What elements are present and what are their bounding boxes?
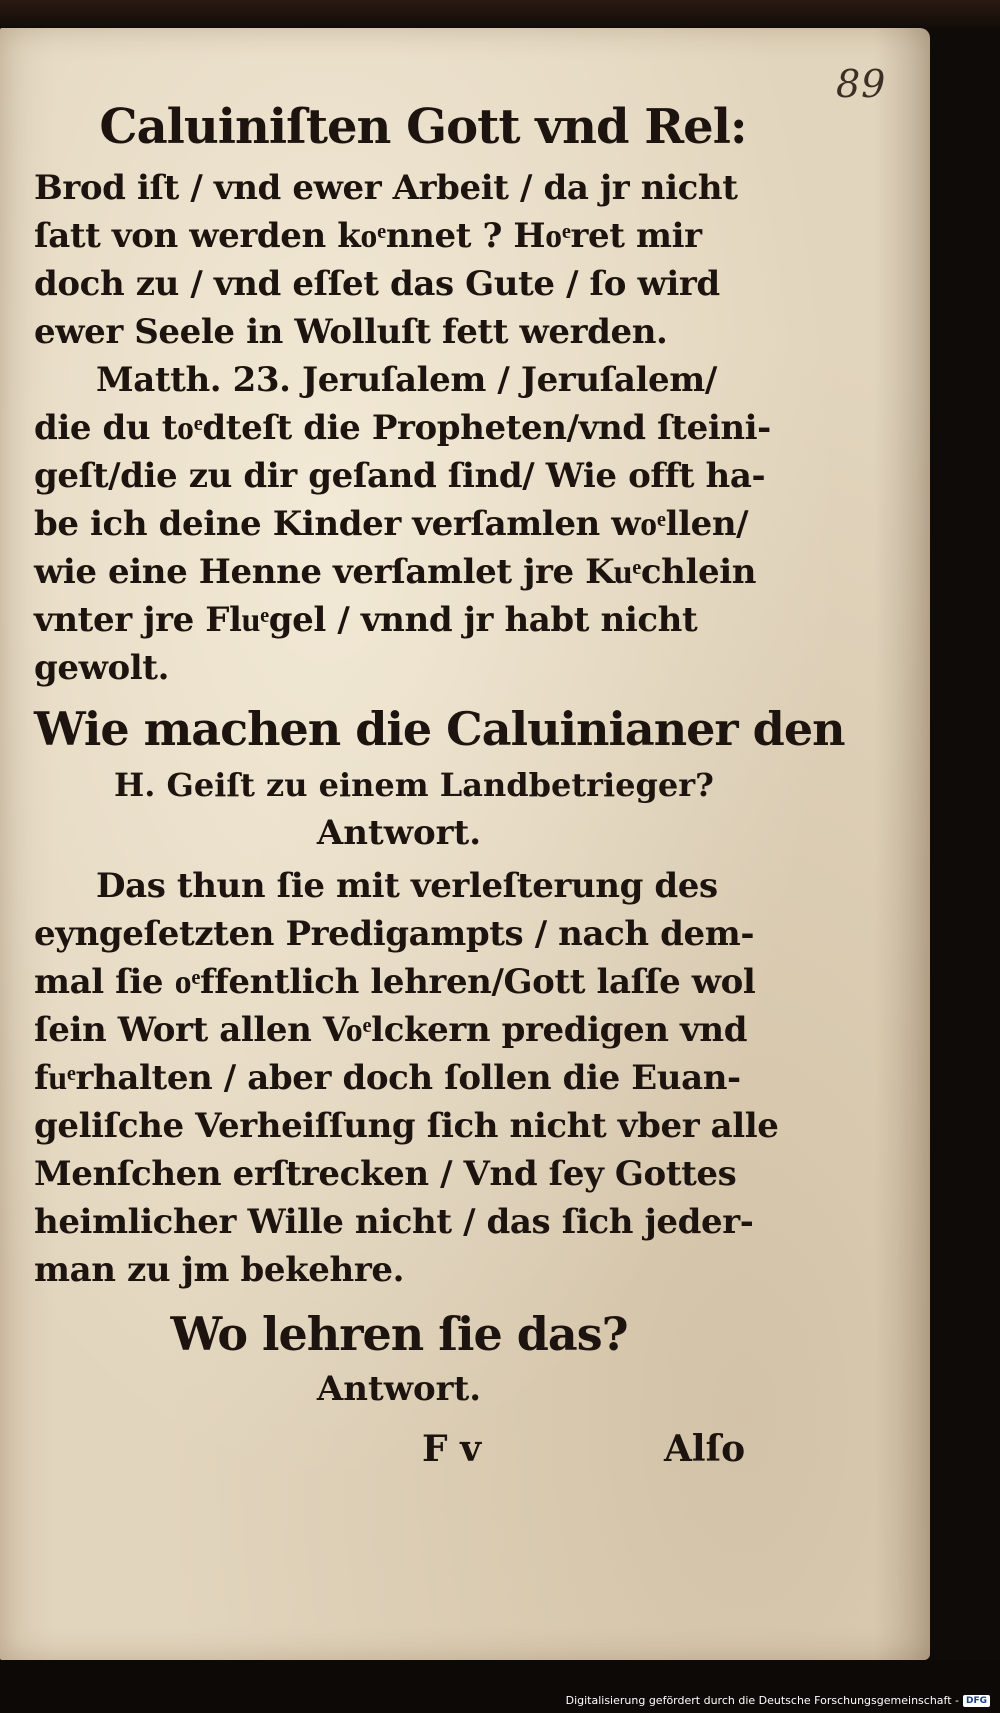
answer-label: Antwort. bbox=[316, 1369, 482, 1409]
text-line: fuͤrhalten / aber doch ſollen die Euan- bbox=[34, 1058, 741, 1098]
text-line: doch zu / vnd eſſet das Gute / ſo wird bbox=[34, 264, 720, 304]
passage-1 bbox=[34, 164, 764, 356]
dfg-logo-icon: DFG bbox=[963, 1695, 990, 1707]
text-line: mal ſie oͤffentlich lehren/Gott laſſe wol bbox=[34, 962, 756, 1002]
text-line: eyngeſetzten Predigampts / nach dem- bbox=[34, 914, 755, 954]
question-heading: Wo lehren ſie das? bbox=[170, 1307, 628, 1361]
scan-bottom-bar bbox=[0, 1660, 1000, 1713]
text-line: ſein Wort allen Voͤlckern predigen vnd bbox=[34, 1010, 748, 1050]
digitization-credit bbox=[566, 1694, 990, 1707]
text-line: geliſche Verheiſſung ſich nicht vber alle bbox=[34, 1106, 779, 1146]
text-line: Menſchen erſtrecken / Vnd ſey Gottes bbox=[34, 1154, 737, 1194]
text-line: geſt/die zu dir geſand ſind/ Wie offt ha- bbox=[34, 456, 766, 496]
page-foot-line bbox=[34, 1422, 764, 1482]
answer-label: Antwort. bbox=[316, 813, 482, 853]
page-text bbox=[34, 90, 845, 1482]
credit-text: Digitalisierung gefördert durch die Deutsche Forschungsgemeinschaft - bbox=[565, 1694, 959, 1707]
running-head: Caluiniſten Gott vnd Rel: bbox=[99, 99, 747, 155]
text-line: Das thun ſie mit verleſterung des bbox=[96, 866, 718, 906]
text-line: wie eine Henne verſamlet jre Kuͤchlein bbox=[34, 552, 757, 592]
question-heading: Wie machen die Caluinianer den bbox=[34, 702, 845, 756]
text-line: die du toͤdteſt die Propheten/vnd ſteini- bbox=[34, 408, 771, 448]
text-line: heimlicher Wille nicht / das ſich jeder- bbox=[34, 1202, 754, 1242]
text-line: ſatt von werden koͤnnet ? Hoͤret mir bbox=[34, 216, 702, 256]
text-line: ewer Seele in Wolluſt fett werden. bbox=[34, 312, 668, 352]
question-1 bbox=[34, 696, 845, 858]
passage-3 bbox=[34, 862, 779, 1294]
text-line: Brod iſt / vnd ewer Arbeit / da jr nicht bbox=[34, 168, 738, 208]
passage-2 bbox=[34, 356, 771, 692]
question-subheading: H. Geiſt zu einem Landbetrieger? bbox=[114, 766, 714, 804]
question-2 bbox=[34, 1304, 764, 1414]
text-line: Matth. 23. Jeruſalem / Jeruſalem/ bbox=[96, 360, 717, 400]
text-line: man zu jm bekehre. bbox=[34, 1250, 405, 1290]
text-line: be ich deine Kinder verſamlen woͤllen/ bbox=[34, 504, 749, 544]
signature-mark: F v bbox=[422, 1428, 482, 1470]
catchword: Alſo bbox=[664, 1428, 746, 1470]
folio-number: 89 bbox=[836, 62, 887, 106]
text-line: vnter jre Fluͤgel / vnnd jr habt nicht bbox=[34, 600, 698, 640]
book-page bbox=[0, 28, 930, 1660]
text-line: gewolt. bbox=[34, 648, 170, 688]
book-edge-top bbox=[0, 0, 1000, 28]
